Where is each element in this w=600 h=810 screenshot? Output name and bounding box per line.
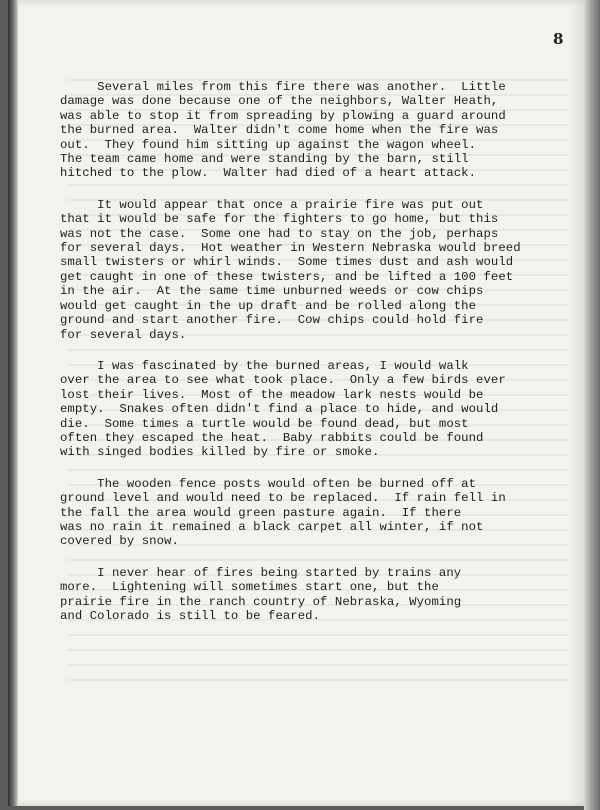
page-edge-shadow: [584, 0, 600, 810]
text-line: out. They found him sitting up against the wagon wheel.: [60, 137, 477, 152]
text-line: I was fascinated by the burned areas, I would walk: [60, 358, 469, 373]
text-line: Several miles from this fire there was another. Little: [60, 80, 506, 94]
text-line: die. Some times a turtle would be found dead, but most: [60, 416, 469, 431]
text-line: I never hear of fires being started by trains any: [60, 565, 462, 580]
text-line: in the air. At the same time unburned weeds or cow chips: [60, 284, 484, 299]
paragraph-3: [60, 359, 520, 460]
paragraph-5: [60, 566, 520, 624]
text-line: ground level and would need to be replaced. If rain fell in: [60, 491, 506, 506]
text-line: ground and start another fire. Cow chips could hold fire: [60, 313, 484, 328]
text-line: The team came home and were standing by the barn, still: [60, 152, 469, 167]
text-line: hitched to the plow. Walter had died of a heart attack.: [60, 166, 477, 181]
text-line: for several days. Hot weather in Western Nebraska would breed: [60, 241, 521, 256]
text-line: the burned area. Walter didn't come home when the fire was: [60, 123, 499, 138]
text-line: more. Lightening will sometimes start one, but the: [60, 580, 439, 595]
text-line: empty. Snakes often didn't find a place to hide, and would: [60, 402, 499, 417]
page-number: 8: [553, 30, 564, 48]
text-line: prairie fire in the ranch country of Nebraska, Wyoming: [60, 594, 462, 609]
text-line: lost their lives. Most of the meadow lark nests would be: [60, 387, 484, 402]
text-line: and Colorado is still to be feared.: [60, 609, 321, 623]
text-line: with singed bodies killed by fire or smoke.: [60, 445, 380, 460]
text-line: that it would be safe for the fighters to go home, but this: [60, 212, 499, 227]
text-line: was able to stop it from spreading by plowing a guard around: [60, 108, 506, 123]
text-line: get caught in one of these twisters, and be lifted a 100 feet: [60, 269, 514, 284]
page-binding-shadow: [8, 0, 18, 806]
text-line: for several days.: [60, 327, 187, 342]
text-line: over the area to see what took place. Only a few birds ever: [60, 373, 506, 388]
text-line: damage was done because one of the neighbors, Walter Heath,: [60, 94, 499, 109]
text-line: the fall the area would green pasture again. If there: [60, 505, 462, 520]
text-line: The wooden fence posts would often be burned off at: [60, 476, 477, 491]
text-line: small twisters or whirl winds. Some times dust and ash would: [60, 255, 514, 270]
text-line: was not the case. Some one had to stay on the job, perhaps: [60, 226, 499, 241]
paragraph-4: [60, 477, 520, 549]
paragraph-2: [60, 198, 520, 342]
text-line: was no rain it remained a black carpet all winter, if not: [60, 519, 484, 534]
paragraph-1: [60, 80, 520, 181]
text-line: It would appear that once a prairie fire was put out: [60, 197, 484, 212]
body-text: [60, 80, 520, 640]
text-line: often they escaped the heat. Baby rabbits could be found: [60, 430, 484, 445]
document-page: [8, 0, 584, 806]
text-line: would get caught in the up draft and be rolled along the: [60, 298, 477, 313]
text-line: covered by snow.: [60, 534, 179, 549]
